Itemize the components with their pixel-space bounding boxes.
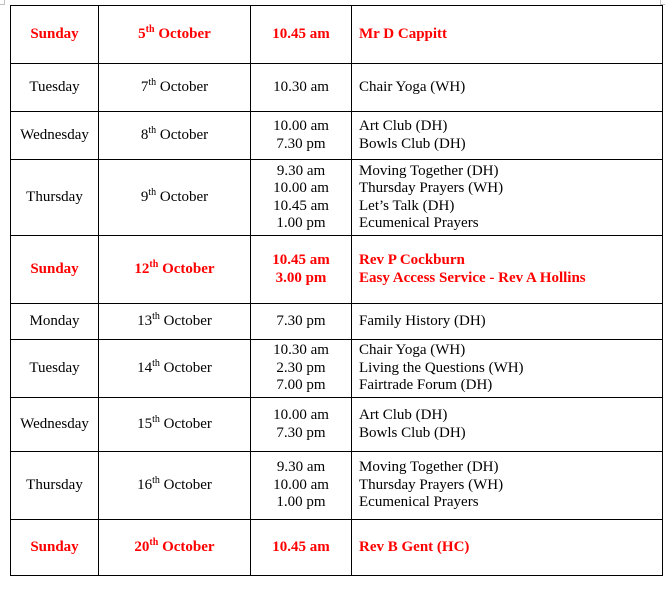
event-cell [352,452,663,520]
event-cell [352,64,663,112]
event-entry: Moving Together (DH) [359,459,499,476]
time-cell [251,398,352,452]
event-cell [352,398,663,452]
sunday-service-row [11,6,663,64]
day-cell: Wednesday [11,112,99,160]
date-month: October [162,260,215,277]
event-entry: Chair Yoga (WH) [359,78,466,95]
date-month: October [159,126,209,143]
weekday-event-row [11,398,663,452]
event-entry: Rev P Cockburn [359,252,465,268]
time-entry: 10.00 am [273,476,329,493]
date-ordinal-suffix: th [148,124,157,136]
event-entry: Art Club (DH) [359,407,448,423]
sunday-service-row [11,236,663,304]
time-entry: 10.00 am [273,407,329,423]
event-entry: Let’s Talk (DH) [359,197,455,214]
day-cell: Monday [11,304,99,340]
event-entry: Ecumenical Prayers [359,494,479,511]
time-entry: 7.30 pm [276,312,326,329]
date-ordinal-suffix: th [152,474,160,486]
time-cell [251,340,352,398]
sunday-service-row [11,520,663,576]
date-cell [99,398,251,452]
date-month: October [158,25,211,42]
time-entry: 10.00 am [273,180,329,196]
event-cell [352,520,663,576]
event-entry: Fairtrade Forum (DH) [359,377,493,394]
date-cell [99,160,251,236]
event-entry: Mr D Cappitt [359,25,448,42]
date-month: October [159,78,209,95]
date-cell [99,520,251,576]
time-cell [251,236,352,304]
date-number: 16 [137,476,153,493]
event-entry: Bowls Club (DH) [359,135,466,152]
event-entry: Chair Yoga (WH) [359,342,466,359]
event-cell [352,160,663,236]
time-cell [251,64,352,112]
date-ordinal-suffix: th [152,310,160,322]
date-cell [99,304,251,340]
day-cell: Sunday [11,6,99,64]
date-number: 20 [134,538,150,555]
event-entry: Thursday Prayers (WH) [359,476,504,493]
time-entry: 7.30 pm [276,135,326,152]
time-entry: 10.30 am [273,78,329,95]
weekday-event-row [11,64,663,112]
time-entry: 1.00 pm [276,215,326,231]
time-cell [251,304,352,340]
date-cell [99,112,251,160]
date-month: October [162,538,215,555]
day-cell: Sunday [11,236,99,304]
day-cell: Wednesday [11,398,99,452]
date-month: October [159,188,209,205]
date-number: 5 [138,25,146,42]
event-entry: Easy Access Service - Rev A Hollins [359,269,586,286]
weekday-event-row [11,112,663,160]
date-ordinal-suffix: th [145,23,155,35]
event-entry: Family History (DH) [359,312,486,329]
time-cell [251,452,352,520]
date-ordinal-suffix: th [149,258,159,270]
date-cell [99,236,251,304]
event-entry: Bowls Club (DH) [359,424,466,441]
schedule-table [10,5,663,576]
date-month: October [163,476,212,493]
date-number: 13 [137,312,153,329]
day-cell: Thursday [11,452,99,520]
day-cell: Thursday [11,160,99,236]
event-entry: Moving Together (DH) [359,162,499,179]
date-number: 9 [140,188,149,205]
event-entry: Rev B Gent (HC) [359,538,470,555]
page-corner-mark [0,0,5,5]
time-entry: 7.30 pm [276,424,326,441]
date-number: 8 [140,126,149,143]
time-entry: 7.00 pm [276,377,326,394]
event-entry: Ecumenical Prayers [359,215,479,231]
date-number: 12 [134,260,150,277]
date-number: 15 [137,415,153,432]
time-entry: 10.30 am [273,342,329,359]
day-cell: Sunday [11,520,99,576]
weekday-event-row [11,452,663,520]
weekday-event-row [11,304,663,340]
time-entry: 10.45 am [272,538,330,555]
event-entry: Living the Questions (WH) [359,359,524,376]
event-cell [352,304,663,340]
time-cell [251,160,352,236]
event-cell [352,340,663,398]
day-cell: Tuesday [11,340,99,398]
time-entry: 2.30 pm [276,359,326,376]
date-month: October [163,415,212,432]
date-cell [99,6,251,64]
date-ordinal-suffix: th [152,357,160,369]
time-entry: 10.45 am [272,25,330,42]
weekday-event-row [11,160,663,236]
time-entry: 9.30 am [276,459,326,476]
date-month: October [163,312,212,329]
time-entry: 9.30 am [276,162,326,179]
date-cell [99,64,251,112]
date-number: 7 [140,78,149,95]
time-entry: 3.00 pm [275,269,327,286]
event-entry: Thursday Prayers (WH) [359,180,504,196]
date-cell [99,452,251,520]
date-cell [99,340,251,398]
time-entry: 10.00 am [273,118,329,134]
date-ordinal-suffix: th [149,536,159,548]
event-entry: Art Club (DH) [359,118,448,134]
time-entry: 1.00 pm [276,494,326,511]
date-ordinal-suffix: th [148,186,157,198]
time-cell [251,520,352,576]
time-cell [251,6,352,64]
date-ordinal-suffix: th [152,413,160,425]
event-cell [352,6,663,64]
date-month: October [163,359,212,376]
event-cell [352,236,663,304]
time-cell [251,112,352,160]
time-entry: 10.45 am [272,252,330,268]
date-number: 14 [137,359,153,376]
event-cell [352,112,663,160]
time-entry: 10.45 am [273,197,329,214]
date-ordinal-suffix: th [148,76,157,88]
day-cell: Tuesday [11,64,99,112]
weekday-event-row [11,340,663,398]
